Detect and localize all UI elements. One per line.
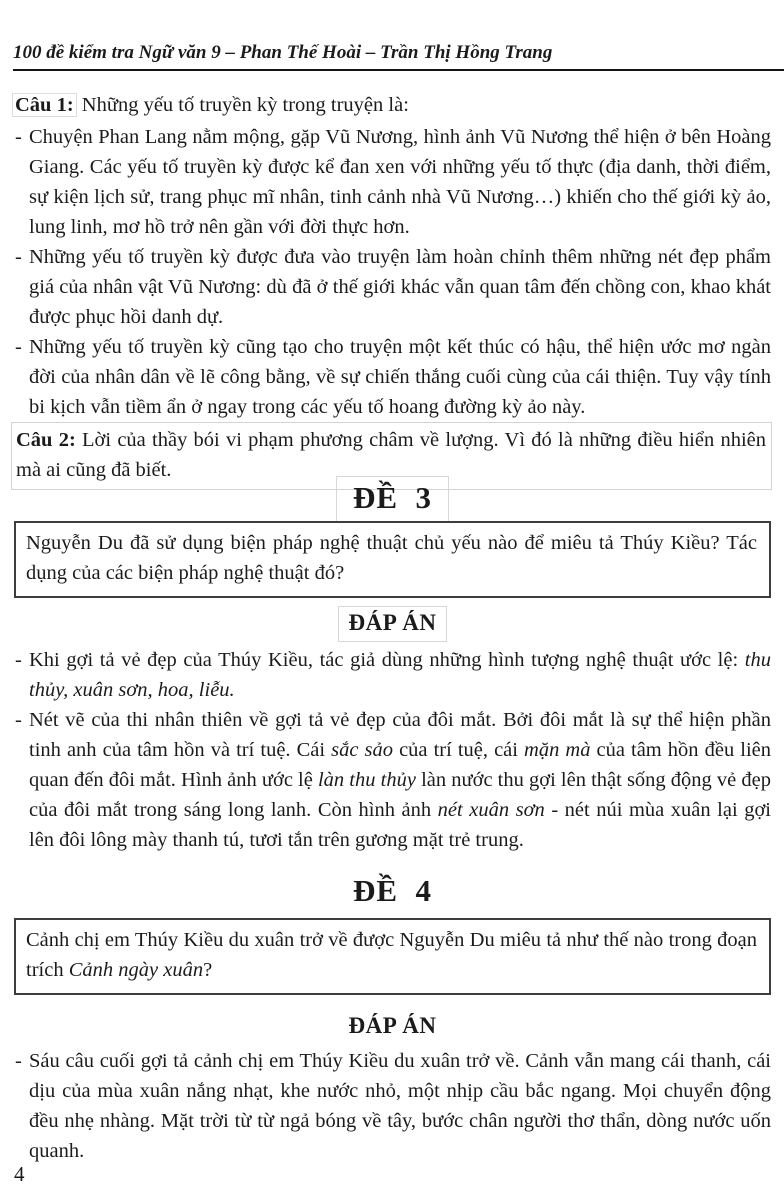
question-1-label: Câu 1: [12,93,77,117]
list-item-text: Những yếu tố truyền kỳ được đưa vào truyện làm hoàn chỉnh thêm những nét đẹp phẩm giá của nhân vật Vũ Nương: dù đã ở thế giới khác vẫn quan tâm đến chồng con, khao khát được phục hồi danh dự. [29,246,771,328]
bullet-dash: - [15,246,22,268]
list-item-text: Khi gợi tả vẻ đẹp của Thúy Kiều, tác giả dùng những hình tượng nghệ thuật ước lệ: thu thủy, xuân sơn, hoa, liễu. [29,649,771,701]
list-item-text: Nét vẽ của thi nhân thiên về gợi tả vẻ đẹp của đôi mắt. Bởi đôi mắt là sự thể hiện phần tinh anh của tâm hồn và trí tuệ. Cái sắc sảo của trí tuệ, cái mặn mà của tâm hồn đều liên quan đến đôi mắt. Hình ảnh ước lệ làn thu thủy làn nước thu gợi lên thật sống động vẻ đẹp của đôi mắt trong sáng long lanh. Còn hình ảnh nét xuân sơn - nét núi mùa xuân lại gợi lên đôi lông mày thanh tú, tươi tắn trên gương mặt trẻ trung. [29,709,772,851]
page-header [13,42,784,71]
exam-4-answer-heading-row [14,1012,771,1040]
question-1-paragraph [14,90,771,120]
answer-heading: ĐÁP ÁN [348,1013,437,1038]
answer-list-cau1 [14,122,771,422]
exam-4-heading [14,873,771,909]
exam-3-answer-heading-row [14,606,771,642]
exam-3-heading [14,476,771,522]
list-item-text: Những yếu tố truyền kỳ cũng tạo cho truyện một kết thúc có hậu, thể hiện ước mơ ngàn đời của nhân dân về lẽ công bằng, về sự chiến thắng cuối cùng của cái thiện. Tuy vậy tính bi kịch vẫn tiềm ẩn ở ngay trong các yếu tố hoang đường kỳ ảo này. [29,336,771,418]
question-2-label: Câu 2: [16,429,76,451]
exam-4-question-text: Cảnh chị em Thúy Kiều du xuân trở về được Nguyễn Du miêu tả như thế nào trong đoạn trích Cảnh ngày xuân? [26,929,757,981]
answer-list-de4 [14,1046,771,1166]
bullet-dash: - [15,709,22,731]
page-number: 4 [14,1162,25,1186]
bullet-dash: - [15,336,22,358]
answer-list-de3 [14,645,771,855]
list-item [14,242,771,332]
list-item [14,332,771,422]
bullet-dash: - [15,649,22,671]
exam-3-title: ĐỀ 3 [336,476,449,522]
list-item [14,645,771,705]
list-item [14,705,771,855]
question-1-text: Những yếu tố truyền kỳ trong truyện là: [81,94,409,116]
list-item [14,1046,771,1166]
exam-4-question-box [14,918,771,995]
answer-heading: ĐÁP ÁN [338,606,448,642]
exam-4-title: ĐỀ 4 [352,873,433,908]
list-item-text: Chuyện Phan Lang nằm mộng, gặp Vũ Nương, hình ảnh Vũ Nương thể hiện ở bên Hoàng Giang. Các yếu tố truyền kỳ được kể đan xen với những yếu tố thực (địa danh, thời điểm, sự kiện lịch sử, trang phục mĩ nhân, tinh cảnh nhà Vũ Nương…) khiến cho thế giới kỳ ảo, lung linh, mơ hồ trở nên gần với đời thực hơn. [29,126,771,238]
header-title: 100 đề kiểm tra Ngữ văn 9 – Phan Thế Hoài – Trần Thị Hồng Trang [13,42,553,63]
exam-3-question-text: Nguyễn Du đã sử dụng biện pháp nghệ thuật chủ yếu nào để miêu tả Thúy Kiều? Tác dụng của các biện pháp nghệ thuật đó? [26,532,757,584]
exam-3-question-box [14,521,771,598]
list-item-text: Sáu câu cuối gợi tả cảnh chị em Thúy Kiều du xuân trở về. Cảnh vẫn mang cái thanh, cái dịu của mùa xuân nắng nhạt, khe nước nhỏ, một nhịp cầu bắc ngang. Mọi chuyển động đều nhẹ nhàng. Mặt trời từ từ ngả bóng về tây, bước chân người thơ thẩn, dòng nước uốn quanh. [29,1050,771,1162]
bullet-dash: - [15,126,22,148]
bullet-dash: - [15,1050,22,1072]
question-2-text: Lời của thầy bói vi phạm phương châm về lượng. Vì đó là những điều hiển nhiên mà ai cũng đã biết. [16,429,766,481]
list-item [14,122,771,242]
